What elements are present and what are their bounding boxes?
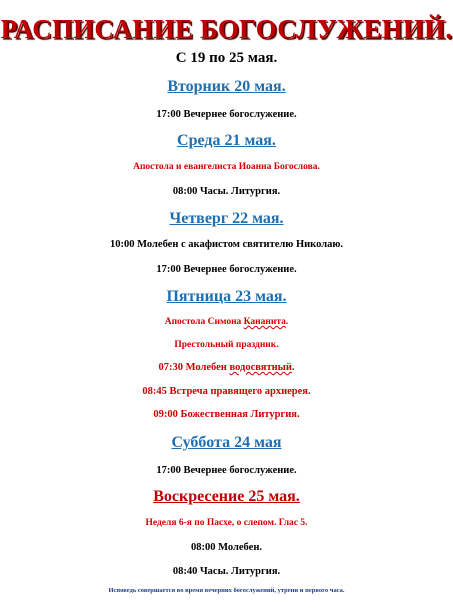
service-line: 08:40 Часы. Литургия. — [172, 566, 281, 577]
spellcheck-word: Кананита — [243, 317, 286, 327]
service-line: 17:00 Вечернее богослужение. — [156, 465, 297, 476]
service-line — [0, 362, 453, 373]
feast-line: Неделя 6-я по Пасхе, о слепом. Глас 5. — [145, 518, 308, 528]
service-text: 07:30 Молебен — [158, 362, 230, 373]
day-heading-sunday: Воскресение 25 мая. — [153, 488, 300, 505]
service-line: 09:00 Божественная Литургия. — [153, 409, 300, 420]
day-heading-wednesday: Среда 21 мая. — [177, 132, 276, 149]
feast-line: Апостола и евангелиста Иоанна Богослова. — [133, 162, 320, 172]
day-heading-saturday: Суббота 24 мая — [171, 434, 282, 451]
feast-line: Престольный праздник. — [174, 340, 279, 350]
page-title: РАСПИСАНИЕ БОГОСЛУЖЕНИЙ. — [0, 14, 453, 44]
confession-note: Исповедь совершается во время вечерних богослужений, утрени и первого часа. — [108, 587, 345, 594]
feast-line — [0, 317, 453, 327]
day-heading-friday: Пятница 23 мая. — [166, 288, 287, 305]
feast-text: Апостола Симона — [164, 317, 244, 327]
day-heading-tuesday: Вторник 20 мая. — [167, 78, 286, 95]
service-line: 08:00 Молебен. — [190, 542, 262, 553]
date-range: С 19 по 25 мая. — [175, 50, 278, 66]
day-heading-thursday: Четверг 22 мая. — [169, 210, 284, 227]
service-line: 08:00 Часы. Литургия. — [172, 186, 281, 197]
spellcheck-word: водосвятный — [229, 362, 292, 373]
service-line: 17:00 Вечернее богослужение. — [156, 264, 297, 275]
punctuation: . — [285, 317, 289, 327]
service-line: 10:00 Молебен с акафистом святителю Николаю. — [110, 239, 343, 250]
service-line: 17:00 Вечернее богослужение. — [156, 109, 297, 120]
punctuation: . — [291, 362, 295, 373]
service-line: 08:45 Встреча правящего архиерея. — [142, 386, 311, 397]
